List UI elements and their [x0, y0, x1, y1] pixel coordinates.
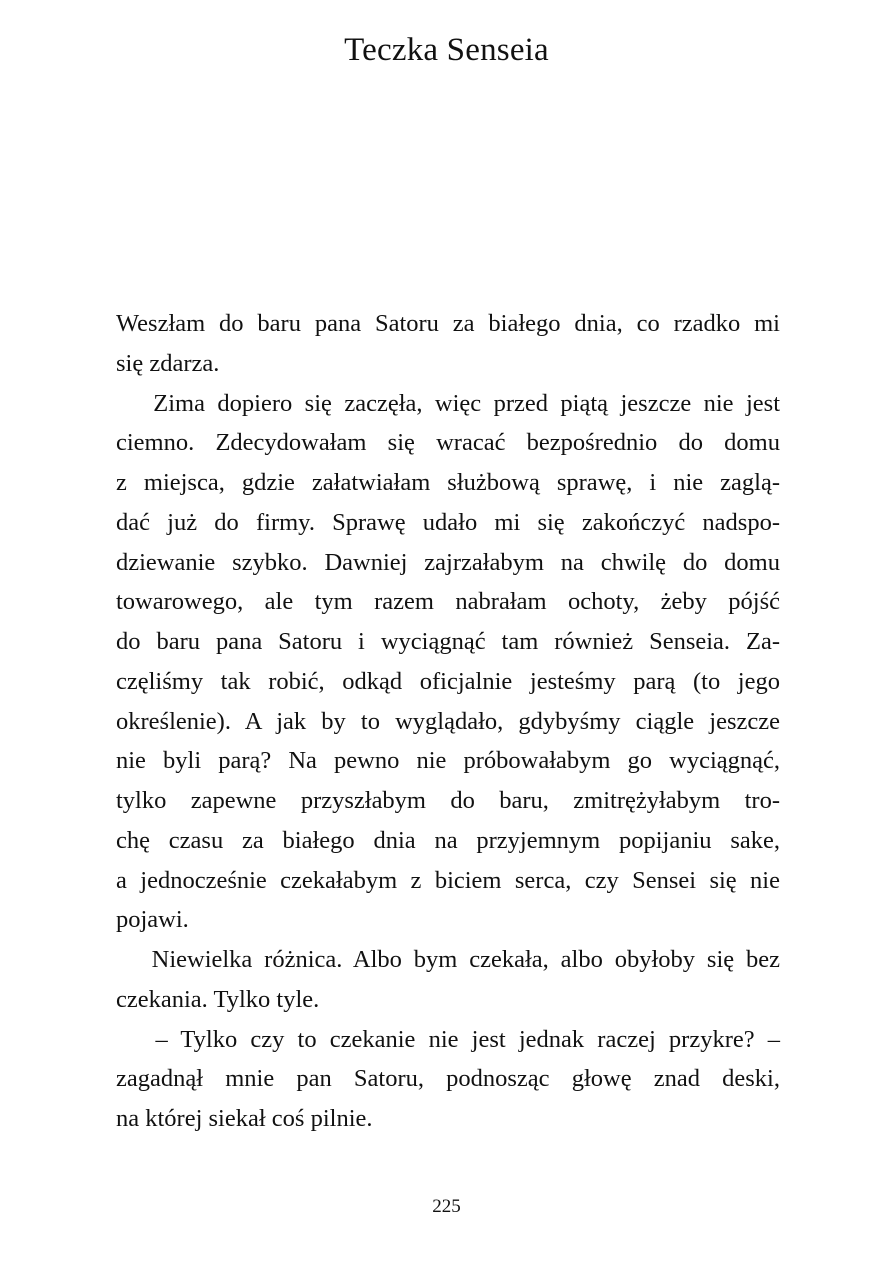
text-line: Niewielka różnica. Albo bym czekała, albo obyłoby się bez [116, 946, 780, 973]
text-line: się zdarza. [116, 349, 220, 377]
text-line: Weszłam do baru pana Satoru za białego dnia, co rzadko mi [116, 310, 780, 337]
text-line: dziewanie szybko. Dawniej zajrzałabym na chwilę do domu [116, 548, 780, 576]
text-line: dać już do firmy. Sprawę udało mi się zakończyć nadspo- [116, 508, 780, 536]
text-line: tylko zapewne przyszłabym do baru, zmitrężyłabym tro- [116, 787, 780, 814]
text-line: określenie). A jak by to wyglądało, gdybyśmy ciągle jeszcze [116, 707, 780, 735]
text-line: zagadnął mnie pan Satoru, podnosząc głowę znad deski, [116, 1065, 780, 1093]
text-line: towarowego, ale tym razem nabrałam ochoty, żeby pójść [116, 588, 780, 616]
text-line: czekania. Tylko tyle. [116, 985, 320, 1013]
text-line: na której siekał coś pilnie. [116, 1105, 373, 1132]
text-line: częliśmy tak robić, odkąd oficjalnie jesteśmy parą (to jego [116, 667, 780, 695]
text-line: Zima dopiero się zaczęła, więc przed piątą jeszcze nie jest [116, 389, 780, 417]
text-line: pojawi. [116, 906, 189, 934]
page-number: 225 [432, 1196, 461, 1217]
text-line: a jednocześnie czekałabym z biciem serca, czy Sensei się nie [116, 866, 780, 894]
text-line: nie byli parą? Na pewno nie próbowałabym go wyciągnąć, [116, 747, 780, 775]
text-line: – Tylko czy to czekanie nie jest jednak raczej przykre? – [116, 1025, 780, 1053]
text-line: chę czasu za białego dnia na przyjemnym popijaniu sake, [116, 826, 780, 854]
running-header: Teczka Senseia [344, 32, 549, 68]
body-text [116, 304, 780, 1139]
text-line: ciemno. Zdecydowałam się wracać bezpośrednio do domu [116, 429, 780, 457]
text-line: do baru pana Satoru i wyciągnąć tam również Senseia. Za- [116, 628, 780, 655]
text-line: z miejsca, gdzie załatwiałam służbową sprawę, i nie zaglą- [116, 469, 780, 496]
